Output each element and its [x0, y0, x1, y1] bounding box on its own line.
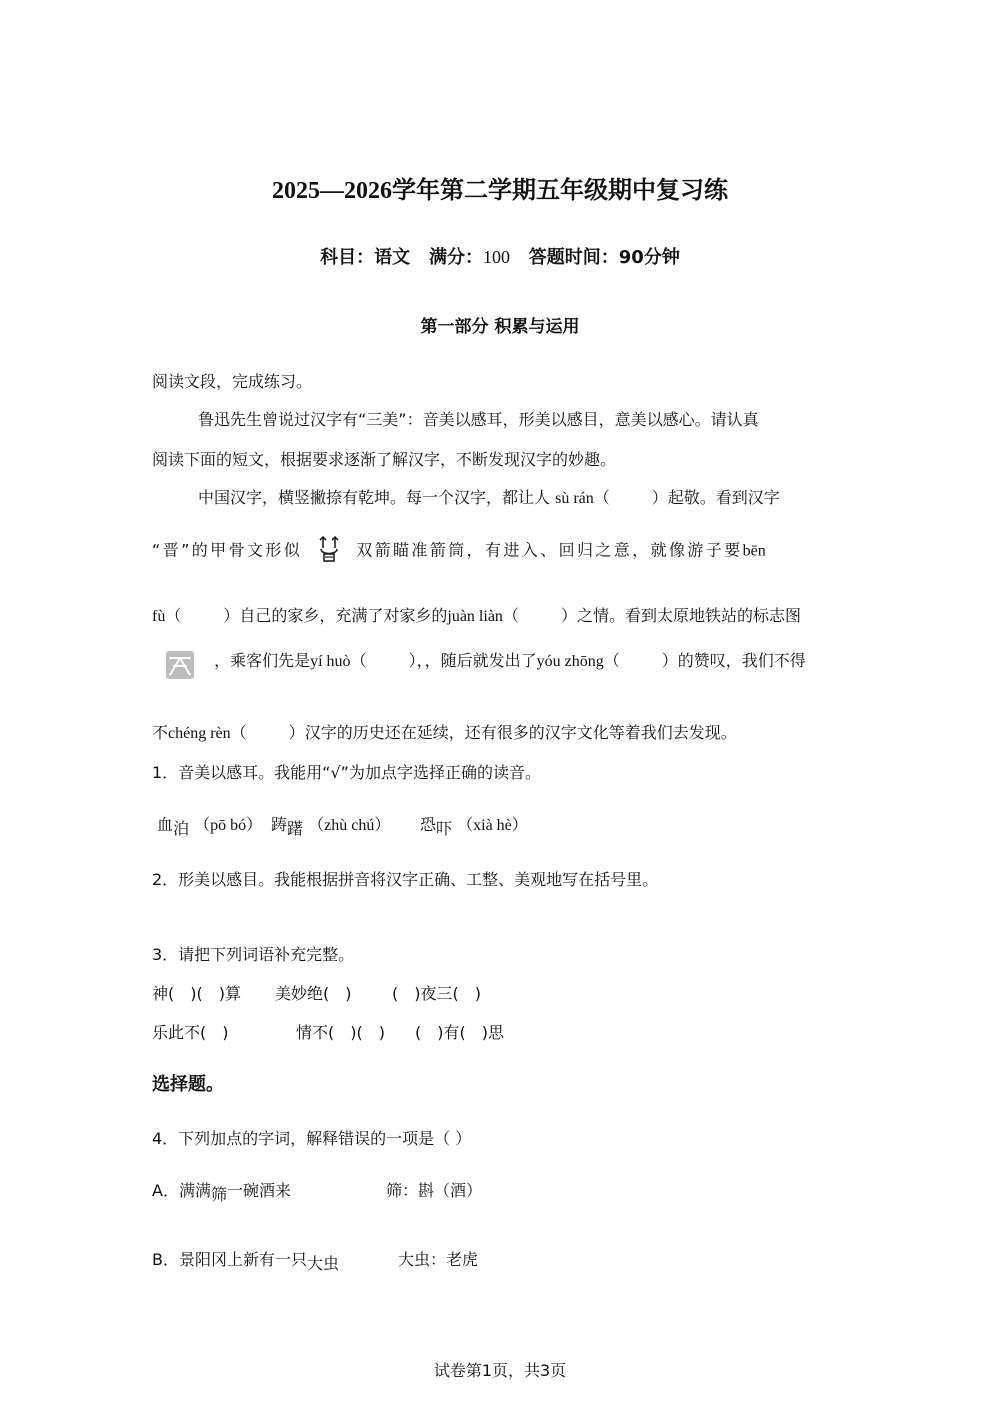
dotted-char: 躇	[287, 819, 304, 838]
question-3-prompt: 3．请把下列词语补充完整。	[152, 945, 355, 964]
para2-line2: “晋”的甲骨文形似 双箭瞄准箭筒，有进入、回归之意，就像游子要bēn	[152, 536, 766, 566]
page-footer: 试卷第1页，共3页	[433, 1361, 567, 1380]
q1-item-2: 踌躇 （zhù chú）	[271, 815, 391, 838]
score-value: 100	[482, 247, 510, 267]
page-title: 2025—2026学年第二学期五年级期中复习练	[272, 178, 728, 204]
q4-option-b[interactable]: B．景阳冈上新有一只大虫	[152, 1250, 339, 1273]
para2-line3: fù（ ）自己的家乡，充满了对家乡的juàn liàn（ ）之情。看到太原地铁站的标志图	[152, 606, 801, 625]
instruction: 阅读文段，完成练习。	[152, 372, 313, 391]
taiyuan-metro-logo-icon	[165, 650, 195, 680]
q3-word[interactable]: ( )夜三( )	[392, 984, 481, 1003]
score-label: 满分：	[428, 247, 483, 268]
q1-item-1: 血泊 （pō bó）	[157, 815, 263, 838]
subject-label: 科目：语文	[320, 247, 411, 268]
time-label: 答题时间：90分钟	[528, 247, 680, 268]
para1-line1: 鲁迅先生曾说过汉字有“三美”：音美以感耳，形美以感目，意美以感心。请认真	[198, 410, 759, 429]
pinyin-choice[interactable]: （xià hè）	[457, 817, 528, 834]
q3-word[interactable]: 情不( )( )	[296, 1023, 385, 1042]
question-2-prompt: 2．形美以感目。我能根据拼音将汉字正确、工整、美观地写在括号里。	[152, 870, 659, 889]
q4-option-a[interactable]: A．满满筛一碗酒来	[152, 1181, 291, 1204]
pinyin: sù rán	[555, 490, 594, 507]
q1-item-3: 恐吓 （xià hè）	[420, 815, 528, 838]
q3-word[interactable]: 神( )( )算	[152, 984, 241, 1003]
oracle-bone-jin-icon	[316, 536, 342, 566]
dotted-char: 筛	[210, 1185, 227, 1204]
para2-line5: 不chéng rèn（ ）汉字的历史还在延续，还有很多的汉字文化等着我们去发现。	[152, 723, 737, 742]
q3-word[interactable]: 乐此不( )	[152, 1023, 229, 1042]
pinyin-choice[interactable]: （zhù chú）	[308, 817, 391, 834]
exam-info	[0, 243, 1000, 269]
q3-word[interactable]: 美妙绝( )	[275, 984, 352, 1003]
pinyin-choice[interactable]: （pō bó）	[194, 817, 263, 834]
dotted-char: 大虫	[306, 1254, 339, 1273]
para2-line1: 中国汉字，横竖撇捺有乾坤。每一个汉字，都让人 sù rán（ ）起敬。看到汉字	[198, 488, 780, 507]
dotted-char: 吓	[436, 819, 453, 838]
question-1-prompt: 1．音美以感耳。我能用“√”为加点字选择正确的读音。	[152, 763, 541, 782]
dotted-char: 泊	[173, 819, 190, 838]
choice-section-title: 选择题。	[152, 1074, 224, 1095]
q3-word[interactable]: ( )有( )思	[415, 1023, 504, 1042]
q4-option-a-explain: 筛：斟（酒）	[386, 1181, 483, 1200]
para1-line2: 阅读下面的短文，根据要求逐渐了解汉字，不断发现汉字的妙趣。	[152, 450, 617, 469]
q4-option-b-explain: 大虫：老虎	[398, 1250, 479, 1269]
section-title: 第一部分 积累与运用	[420, 317, 580, 337]
para2-line4: ，乘客们先是yí huò（ ），，随后就发出了yóu zhōng（ ）的赞叹，我们不得	[165, 650, 806, 680]
question-4-prompt: 4．下列加点的字词，解释错误的一项是（ ）	[152, 1129, 472, 1148]
